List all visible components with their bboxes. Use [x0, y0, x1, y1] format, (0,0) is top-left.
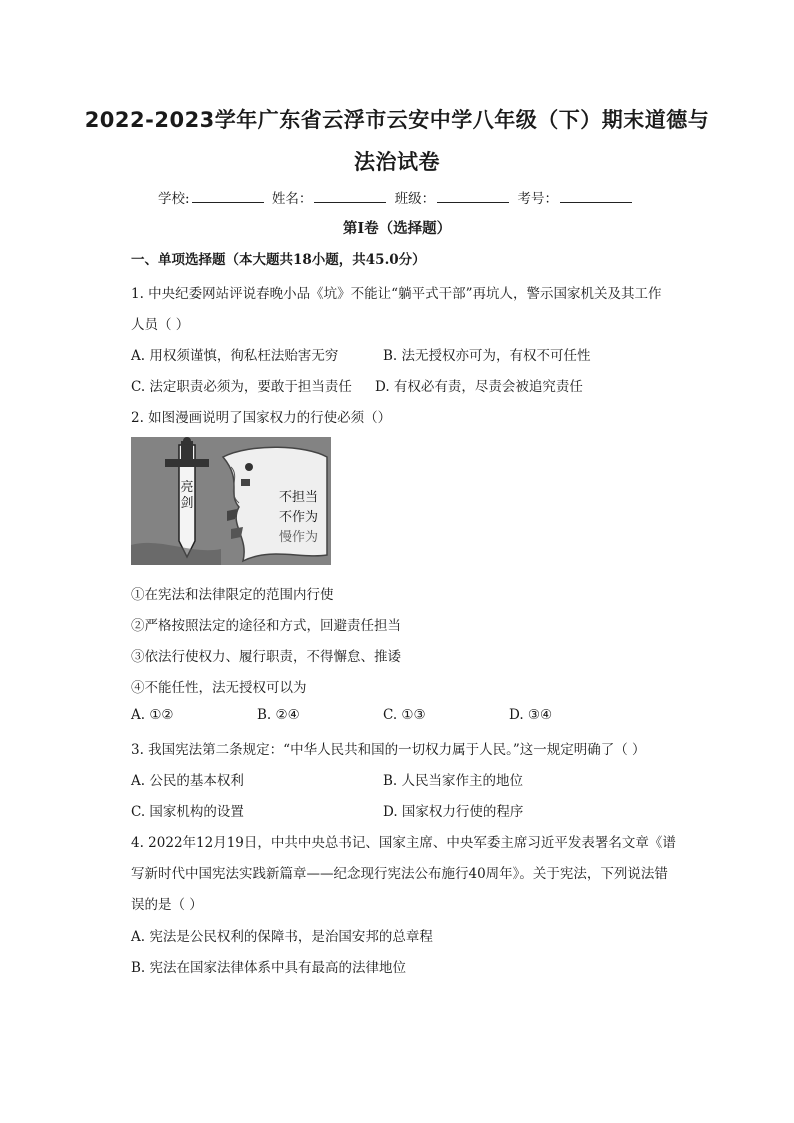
q2-stem: 2. 如图漫画说明了国家权力的行使必须（）: [131, 410, 392, 426]
exam-number-blank[interactable]: [560, 190, 632, 203]
q3-stem: 3. 我国宪法第二条规定：“中华人民共和国的一切权力属于人民。”这一规定明确了（ ）: [131, 742, 646, 758]
q4-stem-line-2: 写新时代中国宪法实践新篇章——纪念现行宪法公布施行40周年》。关于宪法，下列说法错: [131, 866, 668, 882]
q1-option-d: D. 有权必有责，尽责会被追究责任: [375, 379, 583, 395]
sword-cartoon-image: [131, 437, 331, 565]
class-label: 班级：: [394, 191, 436, 207]
q4-option-b: B. 宪法在国家法律体系中具有最高的法律地位: [131, 960, 407, 976]
student-info-row: [0, 187, 794, 207]
scroll-text-2: 不作为: [279, 510, 319, 525]
name-label: 姓名：: [271, 191, 313, 207]
q1-option-c: C. 法定职责必须为，要敢于担当责任: [131, 379, 352, 395]
q2-statement-1: ①在宪法和法律限定的范围内行使: [131, 587, 334, 603]
exam-title-line-1: 2022-2023学年广东省云浮市云安中学八年级（下）期末道德与: [84, 108, 710, 132]
part-heading: 一、单项选择题（本大题共18小题，共45.0分）: [131, 252, 426, 268]
sword-text-2: 剑: [180, 496, 194, 511]
q1-option-a: A. 用权须谨慎，徇私枉法贻害无穷: [131, 348, 339, 364]
q3-option-d: D. 国家权力行使的程序: [383, 804, 524, 820]
section-title: 第I卷（选择题）: [342, 220, 452, 237]
q2-option-c: C. ①③: [383, 707, 426, 723]
q1-stem-line-1: 1. 中央纪委网站评说春晚小品《坑》不能让“躺平式干部”再坑人，警示国家机关及其工作: [131, 286, 662, 302]
q4-stem-line-3: 误的是（ ）: [131, 897, 203, 913]
q3-option-b: B. 人民当家作主的地位: [383, 773, 524, 789]
q2-option-d: D. ③④: [509, 707, 553, 723]
q2-statement-4: ④不能任性，法无授权可以为: [131, 680, 307, 696]
school-blank[interactable]: [192, 190, 264, 203]
q3-option-a: A. 公民的基本权利: [131, 773, 244, 789]
q2-option-b: B. ②④: [257, 707, 300, 723]
q4-option-a: A. 宪法是公民权利的保障书，是治国安邦的总章程: [131, 929, 433, 945]
q1-stem-line-2: 人员（ ）: [131, 317, 190, 333]
q4-stem-line-1: 4. 2022年12月19日，中共中央总书记、国家主席、中央军委主席习近平发表署名文章《谱: [131, 835, 676, 851]
q2-statement-3: ③依法行使权力、履行职责，不得懈怠、推诿: [131, 649, 401, 665]
scroll-text-3: 慢作为: [279, 530, 319, 545]
name-blank[interactable]: [314, 190, 386, 203]
exam-title-line-2: 法治试卷: [354, 150, 440, 174]
q3-option-c: C. 国家机构的设置: [131, 804, 244, 820]
exam-number-label: 考号：: [517, 191, 558, 207]
q2-statement-2: ②严格按照法定的途径和方式，回避责任担当: [131, 618, 401, 634]
sword-text-1: 亮: [180, 480, 194, 495]
q2-option-a: A. ①②: [131, 707, 174, 723]
class-blank[interactable]: [437, 190, 509, 203]
q1-option-b: B. 法无授权亦可为，有权不可任性: [383, 348, 591, 364]
school-label: 学校:: [158, 191, 190, 207]
scroll-text-1: 不担当: [279, 490, 319, 505]
